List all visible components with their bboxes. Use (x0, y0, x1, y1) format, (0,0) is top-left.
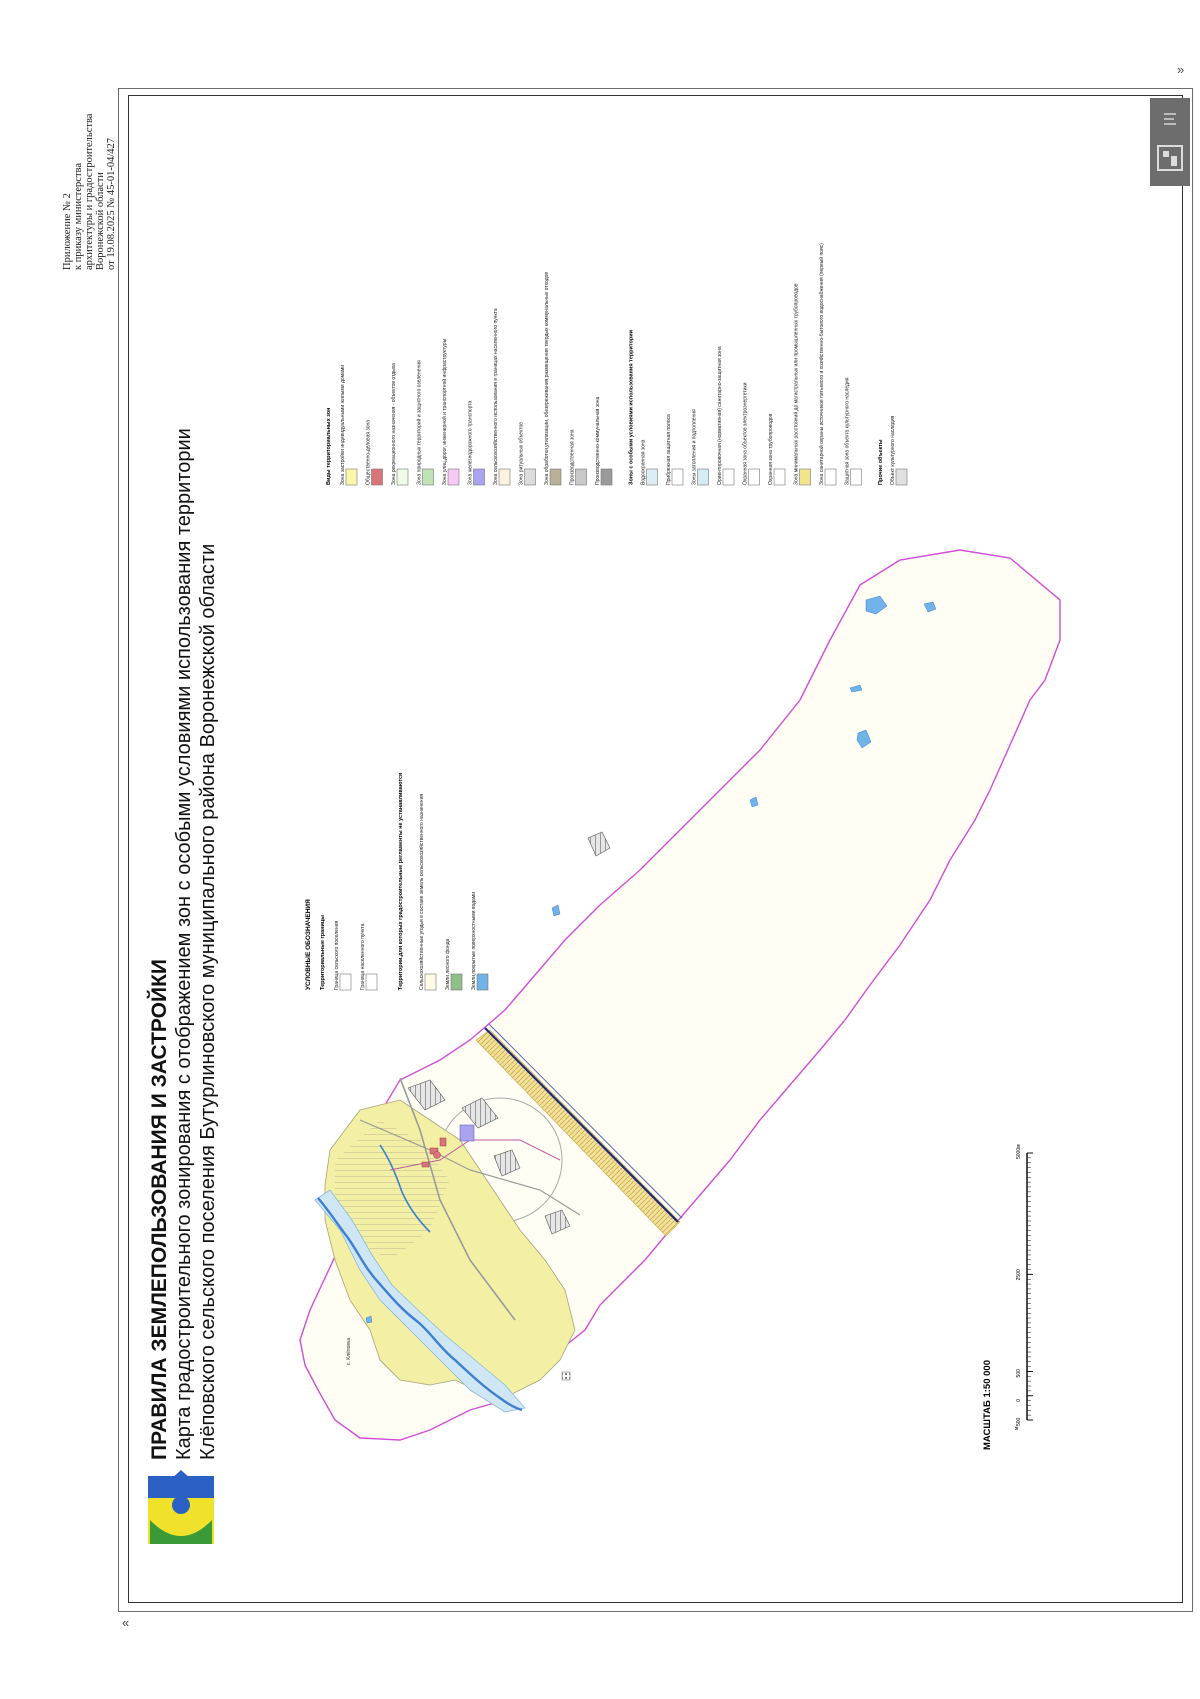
left-quote-mark: « (122, 1615, 130, 1630)
legend-left-g2-label-0: Сельскохозяйственные угодья в составе земель сельскохозяйственного назначения (419, 793, 425, 990)
legend-right-g2-swatch-2 (698, 469, 709, 485)
legend-right-g2-label-3: Ориентировочная (нормативная) санитарно-защитная зона (717, 346, 723, 485)
legend-right-g1-label-7: Зона ритуальных объектов (518, 422, 525, 485)
legend-left-g1-label-1: Граница населенного пункта (360, 923, 366, 990)
legend-right-g1-swatch-3 (423, 469, 434, 485)
annotation-line-1: Приложение № 2 (62, 193, 73, 270)
legend-left-group1-title: Территориальные границы (320, 915, 326, 990)
legend-right-g2-swatch-1 (672, 469, 683, 485)
legend-right-g2-swatch-8 (851, 469, 862, 485)
legend-right (326, 243, 907, 485)
legend-right-g1-label-5: Зона железнодорожного транспорта (467, 400, 474, 485)
legend-right-g1-swatch-2 (397, 469, 408, 485)
annotation-line-2: к приказу министерства (73, 162, 84, 270)
crest-icon (148, 1470, 214, 1544)
legend-right-g1-label-4: Зона улиц,дорог, инженерной и транспортной инфраструктуры (442, 338, 448, 485)
legend-right-g2-swatch-5 (774, 469, 785, 485)
scale-tick-label: 0 (1016, 1398, 1022, 1402)
scale-label: МАСШТАБ 1:50 000 (982, 1360, 993, 1450)
scale-unit: м (1014, 1426, 1020, 1430)
legend-right-g1-swatch-4 (448, 469, 459, 485)
legend-right-g1-label-9: Производственная зона (569, 429, 576, 485)
legend-left-g1-label-0: Граница сельского поселения (334, 920, 340, 990)
legend-right-group1-title: Виды территориальных зон (326, 407, 332, 485)
legend-right-g2-label-8: Защитная зона объекта культурного наследия (844, 377, 851, 485)
legend-right-g1-label-3: Зона природных территорий и защитного озеленения (416, 360, 423, 485)
legend-left-g2-swatch-0 (425, 974, 436, 990)
legend-right-g1-label-0: Зона застройки индивидуальными жилыми домами (340, 364, 346, 485)
legend-left (305, 773, 488, 990)
legend-left-g2-label-2: Земли,покрытые поверхностными водами (471, 891, 477, 990)
title-sub-1: Карта градостроительного зонирования с отображением зон с особыми условиями использования территории (173, 428, 195, 1460)
legend-right-g3-label-0: Объект культурного наследия (890, 415, 896, 485)
railway-transport-zone (460, 1125, 474, 1141)
legend-right-g1-swatch-10 (601, 469, 612, 485)
scale-tick-label: 500 (1016, 1369, 1022, 1378)
legend-right-group3-title: Прочие объекты (878, 439, 884, 485)
annotation-line-4: Воронежской области (95, 172, 106, 270)
annotation-line-5: от 19.08.2025 № 45-01-04/427 (106, 137, 117, 270)
legend-right-g1-label-6: Зона сельскохозяйственного использования в границах населенного пункта (493, 308, 499, 485)
legend-right-g1-swatch-0 (346, 469, 357, 485)
legend-left-g1-swatch-1 (366, 974, 377, 990)
legend-right-g1-swatch-6 (499, 469, 510, 485)
legend-right-g2-swatch-4 (749, 469, 760, 485)
legend-left-group2-title: Территории,для которых градостроительные регламенты не устанавливаются (398, 772, 404, 990)
legend-right-g1-swatch-5 (474, 469, 485, 485)
scale-tick-label: 2500 (1016, 1269, 1022, 1281)
legend-right-g2-swatch-3 (723, 469, 734, 485)
legend-right-g2-label-0: Водоохранная зона (640, 439, 647, 485)
legend-right-g1-swatch-8 (550, 469, 561, 485)
legend-left-heading: УСЛОВНЫЕ ОБОЗНАЧЕНИЯ (305, 899, 312, 990)
legend-right-g2-swatch-7 (825, 469, 836, 485)
ritual-zone (562, 1372, 570, 1380)
legend-right-g2-swatch-6 (800, 469, 811, 485)
legend-right-g3-swatch-0 (896, 469, 907, 485)
legend-right-group2-title: Зоны с особыми условиями использования территории (628, 329, 635, 485)
legend-left-g2-swatch-1 (451, 974, 462, 990)
legend-right-g1-swatch-9 (576, 469, 587, 485)
legend-right-g2-label-2: Зоны затопления и подтопления (691, 409, 698, 485)
legend-right-g1-swatch-7 (525, 469, 536, 485)
annotation-line-3: архитектуры и градостроительства (84, 113, 95, 270)
legend-right-g2-swatch-0 (647, 469, 658, 485)
scale-tick-label: 5000м (1016, 1144, 1022, 1159)
legend-left-g2-label-1: Земли лесного фонда (445, 938, 451, 990)
right-quote-mark: » (1177, 62, 1185, 77)
legend-right-g2-label-1: Прибрежная защитная полоса (666, 414, 672, 485)
title-sub-2: Клёповского сельского поселения Бутурлиновского муниципального района Воронежской области (197, 543, 219, 1460)
legend-left-g2-swatch-2 (477, 974, 488, 990)
legend-right-g1-label-10: Производственно-коммунальная зона (595, 396, 601, 485)
legend-right-g2-label-7: Зона санитарной охраны источников питьевого и хозяйственно-бытового водоснабжения (первый пояс) (819, 243, 825, 485)
scale-block (982, 1144, 1033, 1450)
legend-right-g1-swatch-1 (372, 469, 383, 485)
legend-right-g1-label-1: Общественно-деловая зона (365, 419, 372, 485)
title-block (147, 428, 219, 1460)
scale-bar (1016, 1144, 1033, 1426)
legend-right-g1-label-2: Зона рекреационного назначения - объектов отдыха (391, 363, 397, 485)
title-main: ПРАВИЛА ЗЕМЛЕПОЛЬЗОВАНИЯ И ЗАСТРОЙКИ (148, 959, 171, 1460)
village-label: с. Клёповка (346, 1337, 352, 1365)
legend-right-g1-label-8: Зона обработки,утилизации, обезвреживания,размещения твердых коммунальных отходов (544, 271, 550, 485)
legend-right-g2-label-4: Охранная зона объектов электроэнергетики (742, 382, 749, 485)
scale-tick-label: 500 (1016, 1417, 1022, 1426)
legend-left-g1-swatch-0 (340, 974, 351, 990)
legend-right-g2-label-5: Охранная зона трубопроводов (768, 413, 774, 485)
legend-right-g2-label-6: Зона минимальных расстояний до магистральных или промышленных трубопроводов (793, 283, 800, 485)
